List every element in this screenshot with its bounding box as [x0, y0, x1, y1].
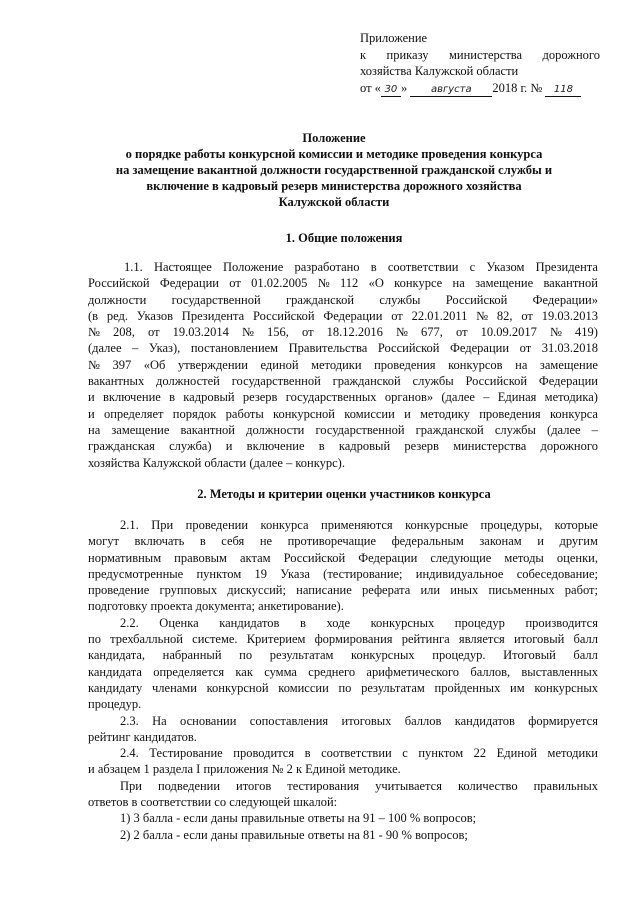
word: 19.03.2014 [172, 325, 229, 340]
word: Федерации» [532, 292, 598, 307]
word: методики [547, 746, 598, 761]
title-line: Калужской области [278, 195, 390, 209]
word: 397 [112, 357, 132, 372]
word: и [537, 534, 544, 549]
word: органов» [384, 390, 434, 405]
text-line [88, 438, 598, 454]
word: должности [246, 422, 305, 437]
word: службы [494, 422, 536, 437]
word: вакантной [180, 422, 235, 437]
paragraph-2-3 [88, 713, 598, 746]
word: Российской [377, 341, 440, 356]
word: в [300, 615, 306, 630]
word: тестирования [287, 778, 360, 793]
word: от [521, 308, 533, 323]
word: от [229, 276, 241, 291]
word: вакантных [88, 374, 145, 389]
word: При [151, 518, 174, 532]
word: с [402, 746, 408, 761]
text-line [88, 664, 598, 680]
word: определяет [103, 406, 164, 421]
word: Положение [223, 260, 284, 274]
word: правовым [174, 550, 227, 565]
word: пунктом [196, 566, 242, 581]
word: конкурсе [394, 276, 443, 291]
text-line [88, 550, 598, 566]
word: кандидата [88, 664, 142, 679]
word: 112 [339, 276, 359, 291]
text-line [88, 373, 598, 389]
text-line [88, 680, 598, 696]
paragraph-1-1 [88, 259, 598, 471]
text-line [88, 582, 598, 598]
word: нормативным [88, 550, 162, 565]
word: Президента [535, 260, 598, 274]
text-line [88, 533, 598, 549]
word: к [360, 47, 367, 62]
annex-date-quote-close: » [400, 80, 408, 95]
word: работ; [564, 583, 598, 598]
word: № [242, 325, 254, 340]
word: в [370, 260, 377, 274]
handwritten-day: 30 [381, 84, 401, 97]
word: от [456, 325, 468, 340]
word: 10.09.2017 [480, 325, 537, 340]
section-2-heading: 2. Методы и критерии оценки участников конкурса [197, 487, 491, 501]
word: № [396, 325, 408, 340]
word: 156, [267, 325, 289, 340]
word: № [476, 308, 489, 323]
word: должностей [156, 374, 220, 389]
word: как [235, 664, 253, 679]
word: кадровый [183, 390, 235, 405]
word: 82, [496, 308, 513, 323]
word: от [302, 325, 314, 340]
word: гражданской [285, 292, 355, 307]
word: индивидуальное [415, 566, 504, 581]
word: дискуссий; [227, 583, 286, 598]
word: гражданская [88, 439, 155, 454]
text-line-last: и абзацем 1 раздела I приложения № 2 к Единой методике. [88, 762, 401, 777]
word: Указ), [148, 341, 181, 356]
word: Указа [280, 566, 310, 581]
word: Единой [496, 746, 537, 761]
word: методику [420, 406, 470, 421]
title-line: о порядке работы конкурсной комиссии и методике проведения конкурса [125, 147, 543, 161]
word: учитывается [375, 778, 442, 793]
text-line [88, 292, 598, 308]
word: проводится [233, 746, 295, 761]
word: (далее [88, 341, 122, 356]
word: включение [102, 390, 161, 405]
text-line [88, 389, 598, 405]
text-line [88, 275, 598, 291]
word: и [404, 406, 411, 421]
text-line [88, 631, 598, 647]
word: количество [457, 778, 518, 793]
word: итоговый [513, 632, 565, 647]
word: написание [296, 583, 352, 598]
word: пунктом [418, 746, 464, 761]
word: групповых [159, 583, 218, 598]
word: (далее [441, 390, 475, 405]
text-line [88, 308, 598, 324]
text-line [88, 566, 598, 582]
word: При [120, 778, 142, 793]
paragraph-test-results [88, 778, 598, 811]
word: 31.03.2018 [541, 341, 598, 356]
word: противоречащие [287, 534, 377, 549]
word: (в [88, 308, 99, 323]
word: министерства [453, 439, 527, 454]
word: государственной [315, 422, 405, 437]
word: служба) [169, 439, 212, 454]
word: № [317, 276, 330, 291]
text-line [88, 357, 598, 373]
word: конкурсные [405, 518, 469, 532]
word: разработано [294, 260, 360, 274]
word: сопоставления [249, 713, 329, 728]
word: формирования [314, 632, 393, 647]
word: результатам [361, 680, 425, 695]
word: «Об [143, 357, 166, 372]
word: проведения [374, 357, 436, 372]
word: № [88, 357, 100, 372]
word: Указом [486, 260, 525, 274]
word: проведении [185, 518, 249, 532]
word: дорожного [542, 47, 600, 62]
text-line [88, 713, 598, 729]
word: 19.03.2013 [541, 308, 598, 323]
word: набранный [162, 648, 222, 663]
word: другим [559, 534, 598, 549]
word: вакантной [543, 276, 598, 291]
word: кадровый [338, 439, 391, 454]
word: от [148, 325, 160, 340]
word: пройденных [434, 680, 501, 695]
word: Правительства [288, 341, 368, 356]
word: конкурсной [273, 406, 335, 421]
word: на [515, 357, 528, 372]
word: 208, [113, 325, 135, 340]
word: трехбалльной [110, 632, 183, 647]
word: Федерации [538, 374, 598, 389]
word: Настоящее [153, 260, 212, 274]
word: на [88, 422, 101, 437]
handwritten-month: августа [410, 84, 492, 97]
word: проведения [479, 406, 541, 421]
word: министерства [448, 47, 523, 62]
word: На [152, 713, 167, 728]
word: актам [240, 550, 271, 565]
word: и [88, 390, 95, 405]
word: процедур. [432, 648, 486, 663]
word: Российской [252, 308, 315, 323]
word: 2.4. [120, 746, 139, 761]
text-line [88, 517, 598, 533]
word: 01.02.2005 [251, 276, 308, 291]
word: замещение [111, 422, 170, 437]
word: в [199, 534, 206, 549]
word: им [510, 680, 525, 695]
section-1-heading: 1. Общие положения [285, 231, 403, 245]
word: конкурсных [351, 648, 415, 663]
word: гражданской [415, 422, 484, 437]
word: Указов [136, 308, 173, 323]
text-line [88, 259, 598, 275]
word: выставленных [521, 664, 598, 679]
word: единой [260, 357, 299, 372]
word: могут [88, 534, 119, 549]
word: является [458, 632, 505, 647]
word: баллов [404, 713, 442, 728]
word: соответствии [321, 746, 392, 761]
word: 1.1. [124, 260, 143, 274]
word: должности [88, 292, 147, 307]
title-line: на замещение вакантной должности государственной гражданской службы и [115, 163, 553, 177]
word: процедур [454, 615, 505, 630]
word: Федерации [450, 341, 510, 356]
word: следующие [430, 550, 492, 565]
word: на [452, 276, 465, 291]
annex-date-line [360, 80, 600, 97]
annex-label: Приложение [360, 31, 428, 45]
handwritten-order-number: 118 [545, 84, 581, 97]
word: Федерации [159, 276, 219, 291]
word: не [259, 534, 273, 549]
word: законам [479, 534, 522, 549]
word: и [225, 439, 233, 454]
word: реферата [362, 583, 411, 598]
word: предусмотренные [88, 566, 184, 581]
word: проведение [88, 583, 150, 598]
word: конкурсных [370, 615, 435, 630]
scale-item: 2) 2 балла - если даны правильные ответы на 81 - 90 % вопросов; [120, 827, 468, 842]
word: «О [368, 276, 384, 291]
word: кандидату [88, 680, 143, 695]
word: государственной [231, 374, 321, 389]
word: от [519, 341, 532, 356]
word: комиссии [278, 680, 329, 695]
word: дорожного [540, 439, 598, 454]
text-line [88, 778, 598, 794]
word: – [591, 422, 598, 437]
word: замещение [475, 276, 534, 291]
word: себя [221, 534, 245, 549]
word: сумма [264, 664, 297, 679]
word: резерв [242, 390, 278, 405]
word: гражданской [332, 374, 401, 389]
text-line [88, 745, 598, 761]
word: № [88, 325, 100, 340]
word: кандидатов [454, 713, 515, 728]
word: Российской [88, 276, 150, 291]
word: Российской [465, 374, 528, 389]
annex-date-prefix: от « [360, 80, 381, 95]
word: результатам [269, 648, 334, 663]
word: ред. [106, 308, 128, 323]
word: с [469, 260, 476, 274]
document-title [70, 130, 598, 210]
word: от [391, 308, 403, 323]
text-line [88, 647, 598, 663]
word: итоговых [341, 713, 392, 728]
word: письменных [488, 583, 555, 598]
word: применяются [321, 518, 393, 532]
word: Тестирование [149, 746, 223, 761]
word: (тестирование; [323, 566, 403, 581]
word: конкурсов [448, 357, 503, 372]
word: 22 [473, 746, 487, 761]
word: системе. [192, 632, 238, 647]
word: Российской [283, 550, 346, 565]
word: производится [525, 615, 598, 630]
word: подведении [157, 778, 221, 793]
word: (далее [547, 422, 581, 437]
word: Критерием [246, 632, 306, 647]
word: – [132, 341, 139, 356]
word: и [88, 406, 95, 421]
word: собеседование; [516, 566, 598, 581]
word: государственной [171, 292, 261, 307]
word: государственных [285, 390, 377, 405]
text-line [88, 422, 598, 438]
word: Федерации [323, 308, 383, 323]
word: итогов [236, 778, 272, 793]
word: порядок [172, 406, 217, 421]
word: конкурсной [206, 680, 269, 695]
annex-ministry-line: хозяйства Калужской области [360, 64, 519, 78]
word: Единая [497, 390, 537, 405]
word: комиссии [344, 406, 395, 421]
word: основании [180, 713, 237, 728]
word: службы [379, 292, 421, 307]
text-line-last: процедур. [88, 697, 142, 712]
word: методики [311, 357, 362, 372]
text-line-last: подготовку проекта документа; анкетирование). [88, 599, 344, 614]
scale-item: 1) 3 балла - если даны правильные ответы на 91 – 100 % вопросов; [120, 811, 477, 826]
word: определяется [153, 664, 225, 679]
word: процедуры, [480, 518, 543, 532]
word: резерв [404, 439, 439, 454]
text-line-last: рейтинг кандидатов. [88, 729, 197, 744]
word: по [88, 632, 101, 647]
word: ходе [326, 615, 351, 630]
annex-date-year: 2018 г. № [492, 80, 543, 95]
text-line [88, 324, 598, 340]
word: арифметического [366, 664, 460, 679]
word: Оценка [159, 615, 199, 630]
word: № [550, 325, 562, 340]
word: – [483, 390, 490, 405]
word: 2.2. [120, 615, 139, 630]
word: в [169, 390, 176, 405]
word: которые [554, 518, 598, 532]
annex-order-line [360, 47, 600, 64]
word: работы [225, 406, 264, 421]
word: конкурса [549, 406, 598, 421]
word: 18.12.2016 [326, 325, 383, 340]
word: конкурса [260, 518, 309, 532]
word: балл [573, 648, 598, 663]
word: кандидата, [88, 648, 146, 663]
word: 677, [421, 325, 443, 340]
text-line-last: ответов в соответствии со следующей шкалой: [88, 795, 338, 810]
word: Российской [445, 292, 508, 307]
body-text-1 [88, 259, 598, 471]
word: методика) [544, 390, 598, 405]
word: формируется [528, 713, 598, 728]
word: Федерации [358, 550, 418, 565]
word: приказу [386, 47, 429, 62]
title-line: включение в кадровый резерв министерства дорожного хозяйства [146, 179, 522, 193]
word: среднего [308, 664, 356, 679]
text-line [88, 615, 598, 631]
word: утверждении [177, 357, 248, 372]
word: соответствии [387, 260, 459, 274]
word: членами [152, 680, 197, 695]
word: методы [504, 550, 544, 565]
word: рейтинга [401, 632, 450, 647]
word: федеральным [391, 534, 464, 549]
word: или [420, 583, 441, 598]
word: Президента [181, 308, 245, 323]
word: оценки, [556, 550, 598, 565]
word: 22.01.2011 [411, 308, 468, 323]
word: 19 [254, 566, 267, 581]
word: баллов, [470, 664, 511, 679]
annex-block [360, 30, 600, 97]
word: 2.3. [120, 713, 139, 728]
paragraph-2-4 [88, 745, 598, 778]
paragraph-2-1 [88, 517, 598, 615]
word: 419) [575, 325, 598, 340]
word: в [304, 746, 311, 761]
text-line-last: хозяйства Калужской области (далее – конкурс). [88, 455, 345, 470]
word: в [318, 439, 325, 454]
paragraph-2-2 [88, 615, 598, 713]
word: включение [246, 439, 305, 454]
word: замещение [539, 357, 598, 372]
word: иных [450, 583, 479, 598]
word: кандидатов [219, 615, 280, 630]
word: включать [134, 534, 185, 549]
word: Итоговый [503, 648, 556, 663]
word: по [239, 648, 253, 663]
word: постановлением [190, 341, 279, 356]
word: балл [573, 632, 598, 647]
title-line: Положение [302, 131, 366, 145]
text-line [88, 340, 598, 356]
word: конкурсных [534, 680, 598, 695]
word: по [338, 680, 352, 695]
text-line [88, 406, 598, 422]
body-text-2 [88, 517, 598, 843]
word: 2.1. [120, 518, 139, 532]
word: правильных [533, 778, 598, 793]
word: службы [412, 374, 454, 389]
